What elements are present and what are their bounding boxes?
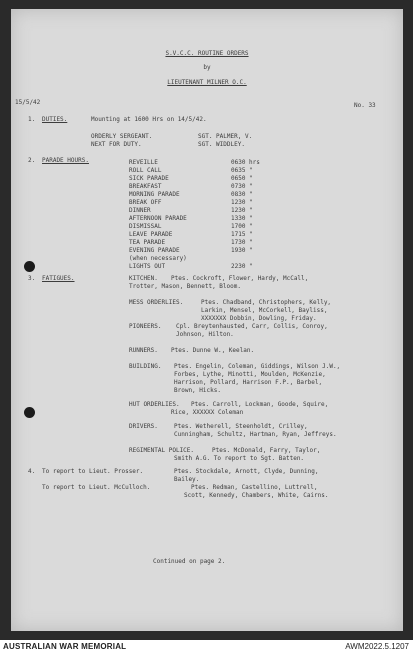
report-names: Scott, Kennedy, Chambers, White, Cairns.	[184, 492, 329, 499]
document-by: by	[203, 64, 211, 71]
fatigue-label: BUILDING.	[129, 363, 162, 370]
fatigue-label: PIONEERS.	[129, 323, 162, 330]
section-number: 3.	[28, 275, 36, 282]
duty-value: SGT. WIDDLEY.	[198, 141, 245, 148]
parade-label: ROLL CALL	[129, 167, 162, 174]
fatigue-names: Ptes. Dunne W., Keelan.	[171, 347, 255, 354]
document-number: No. 33	[354, 102, 376, 109]
parade-time: 0630 hrs	[231, 159, 260, 166]
parade-label: LIGHTS OUT	[129, 263, 166, 270]
fatigue-names: Smith A.G. To report to Sgt. Batten.	[174, 455, 305, 462]
fatigue-label: REGIMENTAL POLICE.	[129, 447, 195, 454]
document-title: S.V.C.C. ROUTINE ORDERS	[165, 50, 249, 57]
section-heading-duties: DUTIES.	[42, 116, 68, 123]
parade-label: BREAKFAST	[129, 183, 162, 190]
fatigue-names: Forbes, Lythe, Minotti, Moulden, McKenzie,	[174, 371, 326, 378]
report-instruction: To report to Lieut. Prosser.	[42, 468, 144, 475]
parade-time: 1230 "	[231, 199, 253, 206]
footer-accession-number: AWM2022.5.1207	[345, 642, 409, 651]
report-names: Ptes. Redman, Castellino, Luttrell,	[191, 484, 318, 491]
parade-time: 1930 "	[231, 247, 253, 254]
duty-label: NEXT FOR DUTY.	[91, 141, 142, 148]
section-number: 2.	[28, 157, 36, 164]
fatigue-names: Cpl. Breytenhausted, Carr, Collis, Conroy,	[176, 323, 328, 330]
footer-institution: AUSTRALIAN WAR MEMORIAL	[3, 642, 127, 651]
report-names: Bailey.	[174, 476, 200, 483]
duty-value: SGT. PALMER, V.	[198, 133, 253, 140]
parade-time: 1230 "	[231, 207, 253, 214]
fatigue-names: Ptes. Engelin, Coleman, Giddings, Wilson J.W.,	[174, 363, 341, 370]
fatigue-names: Rice, XXXXXX Coleman	[171, 409, 244, 416]
report-instruction: To report to Lieut. McCulloch.	[42, 484, 151, 491]
fatigue-names: Ptes. Carroll, Lockman, Goode, Squire,	[191, 401, 329, 408]
punch-hole	[24, 261, 35, 272]
parade-time: 2230 "	[231, 263, 253, 270]
parade-label: BREAK OFF	[129, 199, 162, 206]
fatigue-names: Brown, Hicks.	[174, 387, 221, 394]
section-number: 4.	[28, 468, 36, 475]
parade-time: 0635 "	[231, 167, 253, 174]
parade-label: DISMISSAL	[129, 223, 162, 230]
document-page	[11, 9, 403, 631]
section-number: 1.	[28, 116, 36, 123]
fatigue-label: RUNNERS.	[129, 347, 158, 354]
punch-hole	[24, 407, 35, 418]
continued-note: Continued on page 2.	[153, 558, 226, 565]
fatigue-names: Ptes. Chadband, Christophers, Kelly,	[201, 299, 332, 306]
fatigue-names: Ptes. Wetherell, Steenholdt, Crilley,	[174, 423, 308, 430]
parade-label: DINNER	[129, 207, 151, 214]
parade-label: SICK PARADE	[129, 175, 169, 182]
document-date: 15/5/42	[15, 99, 41, 106]
parade-time: 0830 "	[231, 191, 253, 198]
section-heading-fatigues: FATIGUES.	[42, 275, 75, 282]
document-author: LIEUTENANT MILNER O.C.	[167, 79, 247, 86]
parade-label: LEAVE PARADE	[129, 231, 173, 238]
fatigue-names: Ptes. McDonald, Farry, Taylor,	[212, 447, 321, 454]
parade-time: 1700 "	[231, 223, 253, 230]
parade-label: REVEILLE	[129, 159, 158, 166]
parade-time: 0730 "	[231, 183, 253, 190]
parade-time: 1715 "	[231, 231, 253, 238]
parade-time: 0650 "	[231, 175, 253, 182]
fatigue-names: Johnson, Hilton.	[176, 331, 234, 338]
fatigue-label: HUT ORDERLIES.	[129, 401, 180, 408]
duty-label: ORDERLY SERGEANT.	[91, 133, 153, 140]
fatigue-label: KITCHEN.	[129, 275, 158, 282]
parade-time: 1330 "	[231, 215, 253, 222]
fatigue-names: Trotter, Mason, Bennett, Bloom.	[129, 283, 241, 290]
footer-bar	[0, 640, 413, 653]
parade-label: TEA PARADE	[129, 239, 166, 246]
fatigue-names: Cunningham, Schultz, Hartman, Ryan, Jeffreys.	[174, 431, 337, 438]
fatigue-names: Larkin, Mensel, McCorkell, Bayliss,	[201, 307, 328, 314]
fatigue-names: Harrison, Pollard, Harrison F.P., Barbel,	[174, 379, 323, 386]
fatigue-label: DRIVERS.	[129, 423, 158, 430]
parade-label: AFTERNOON PARADE	[129, 215, 187, 222]
parade-label: (when necessary)	[129, 255, 187, 262]
fatigue-names: Ptes. Cockroft, Flower, Hardy, McCall,	[171, 275, 309, 282]
section-heading-parade-hours: PARADE HOURS.	[42, 157, 89, 164]
report-names: Ptes. Stockdale, Arnott, Clyde, Dunning,	[174, 468, 319, 475]
fatigue-label: MESS ORDERLIES.	[129, 299, 184, 306]
parade-time: 1730 "	[231, 239, 253, 246]
parade-label: EVENING PARADE	[129, 247, 180, 254]
fatigue-names: XXXXXXX Dobbin, Dowling, Friday.	[201, 315, 317, 322]
duties-text: Mounting at 1600 Hrs on 14/5/42.	[91, 116, 207, 123]
parade-label: MORNING PARADE	[129, 191, 180, 198]
